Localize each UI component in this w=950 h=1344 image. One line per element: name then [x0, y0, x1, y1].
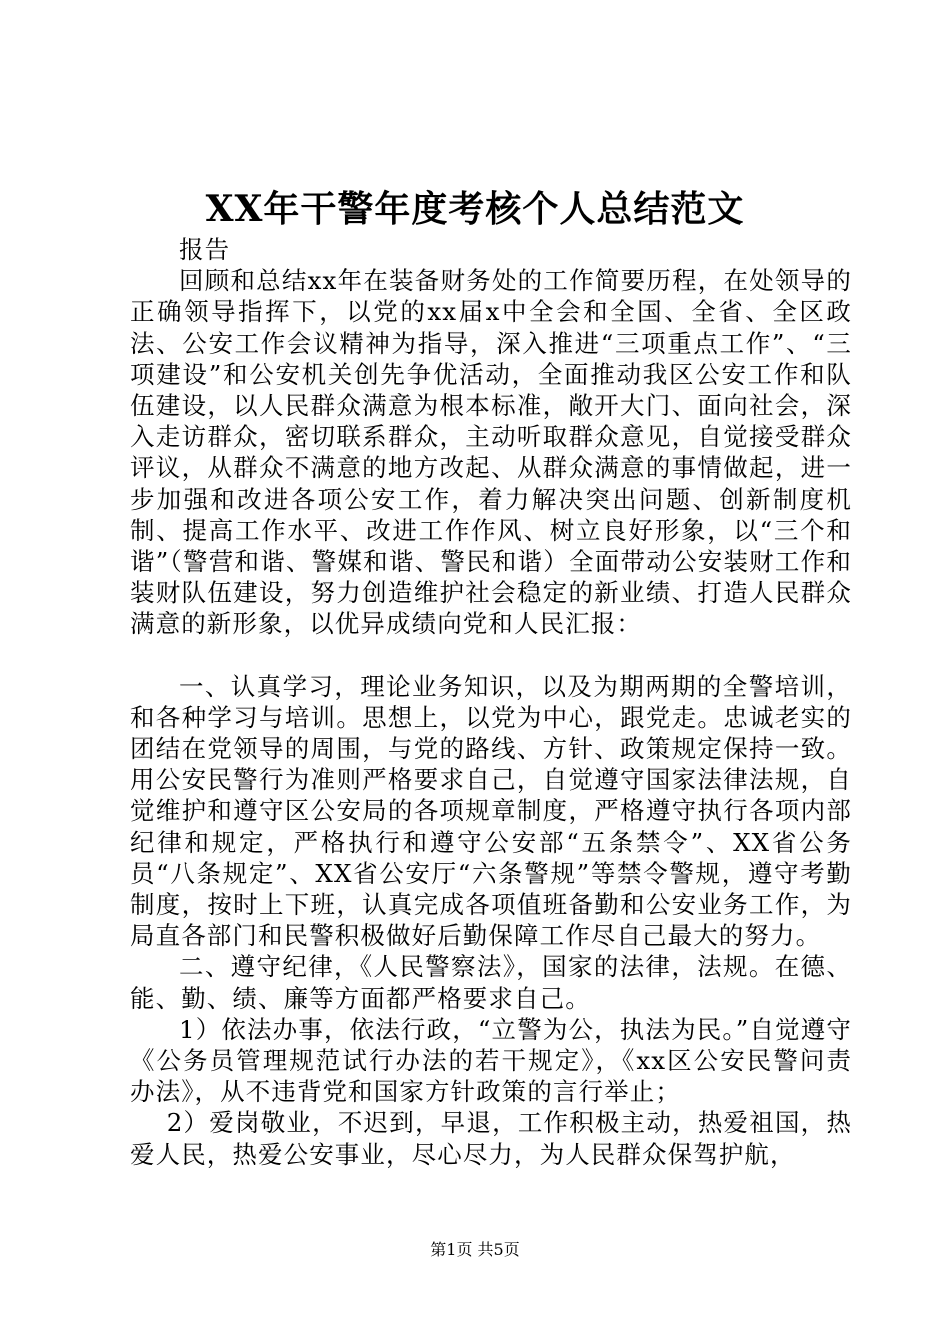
paragraph-intro: 回顾和总结xx年在装备财务处的工作简要历程，在处领导的正确领导指挥下，以党的xx届x中全会和全国、全省、全区政法、公安工作会议精神为指导，深入推进“三项重点工作”、“三项建设”和公安机关创先争优活动，全面推动我区公安工作和队伍建设，以人民群众满意为根本标准，敞开大门、面向社会，深入走访群众，密切联系群众，主动听取群众意见，自觉接受群众评议，从群众不满意的地方改起、从群众满意的事情做起，进一步加强和改进各项公安工作，着力解决突出问题、创新制度机制、提高工作水平、改进工作作风、树立良好形象，以“三个和谐”（警营和谐、警媒和谐、警民和谐）全面带动公安装财工作和装财队伍建设，努力创造维护社会稳定的新业绩、打造人民群众满意的新形象，以优异成绩向党和人民汇报： [130, 266, 852, 639]
paragraph-report-label: 报告 [179, 235, 231, 264]
document-body [130, 234, 852, 1170]
paragraph-section-two: 二、遵守纪律，《人民警察法》，国家的法律，法规。在德、能、勤、绩、廉等方面都严格要求自己。 [130, 952, 852, 1013]
page-number-footer: 第1页 共5页 [430, 1240, 520, 1259]
paragraph-item-two: 2）爱岗敬业，不迟到，早退，工作积极主动，热爱祖国，热爱人民，热爱公安事业，尽心尽力，为人民群众保驾护航， [130, 1108, 852, 1169]
paragraph-section-one: 一、认真学习，理论业务知识，以及为期两期的全警培训，和各种学习与培训。思想上，以党为中心，跟党走。忠诚老实的团结在党领导的周围，与党的路线、方针、政策规定保持一致。用公安民警行为准则严格要求自己，自觉遵守国家法律法规，自觉维护和遵守区公安局的各项规章制度，严格遵守执行各项内部纪律和规定，严格执行和遵守公安部“五条禁令”、XX省公务员“八条规定”、XX省公安厅“六条警规”等禁令警规，遵守考勤制度，按时上下班，认真完成各项值班备勤和公安业务工作，为局直各部门和民警积极做好后勤保障工作尽自己最大的努力。 [130, 671, 852, 951]
document-title: XX年干警年度考核个人总结范文 [205, 188, 745, 230]
paragraph-item-one: 1）依法办事，依法行政，“立警为公，执法为民。”自觉遵守《公务员管理规范试行办法的若干规定》，《xx区公安民警问责办法》，从不违背党和国家方针政策的言行举止； [130, 1014, 852, 1107]
